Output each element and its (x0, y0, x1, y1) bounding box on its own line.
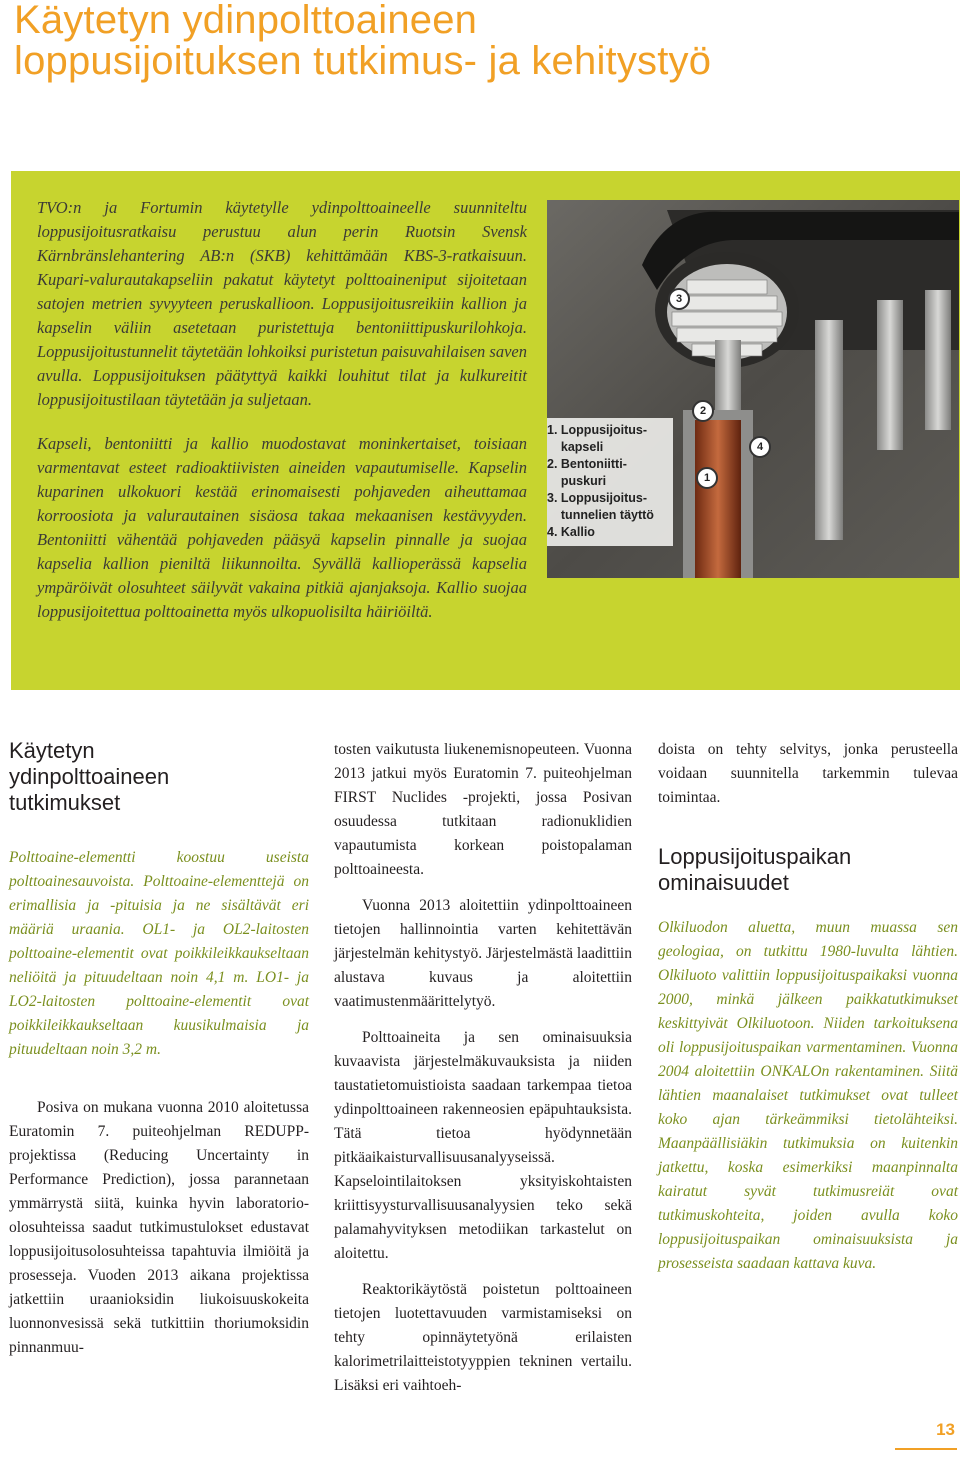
column-2 (334, 738, 632, 1398)
body-paragraph: tosten vaikutusta liukenemisnopeuteen. Vuonna 2013 jatkui myös Euratomin 7. puiteohjelman FIRST Nuclides -projekti, jossa Posivan osuudessa tutkitaan radionuklidien vapautumista korkean poistopalaman polttoaineesta. (334, 741, 632, 878)
repository-illustration (547, 200, 959, 578)
intro-paragraph-1: TVO:n ja Fortumin käytetylle ydinpolttoaineelle suunniteltu loppusijoitusratkaisu perustuu alun perin Ruotsin Svensk Kärnbränslehantering AB:n (SKB) kehittämään KBS-3-ratkaisuun. Kupari-valurautakapseliin pakatut käytetyt polttoaineniput sijoitetaan satojen metrien syvyyteen peruskallioon. Loppusijoitusreikiin kallion ja kapselin väliin asetetaan puristettuja bentoniittipuskurilohkoja. Loppusijoitustunnelit täytetään lohkoiksi puristetun paisuvahilaisen saven avulla. Loppusijoituksen päätyttyä kaikki louhitut tilat ja kulkureitit loppusijoitustilaan täytetään ja suljetaan. (37, 198, 527, 409)
title-line-2: loppusijoituksen tutkimus- ja kehitystyö (14, 39, 712, 83)
lead-paragraph: Polttoaine-elementti koostuu useista polttoainesauvoista. Polttoaine-elementtejä on erimallisia ja -pituisia ja ne sisältävät eri määriä uraania. OL1- ja OL2-laitosten polttoaine-elementit ovat poikkileikkaukseltaan neliöitä ja pituudeltaan noin 4,1 m. LO1- ja LO2-laitosten polttoaine-elementit ovat poikkileikkaukseltaan kuusikulmaisia ja pituudeltaan noin 3,2 m. (9, 849, 309, 1058)
body-paragraph: Reaktorikäytöstä poistetun polttoaineen tietojen luotettavuuden varmistamiseksi on tehty opinnäytetyönä erilaisten kalorimetrilaitteistotyyppien tekninen vertailu. Lisäksi eri vaihtoeh- (334, 1281, 632, 1394)
figure-badge-1: 1 (696, 467, 718, 489)
figure-badge-2: 2 (692, 400, 714, 422)
legend-line: tunnelien täyttö (547, 508, 654, 522)
page-title (14, 0, 711, 82)
page-number: 13 (936, 1420, 955, 1439)
figure-badge-4: 4 (749, 436, 771, 458)
body-paragraph: Vuonna 2013 aloitettiin ydinpolttoaineen tietojen hallinnointia varten kehitettävän järjestelmän kehitystyö. Järjestelmästä laadittiin alustava kuvaus ja aloitettiin vaatimustenmäärittelytyö. (334, 897, 632, 1010)
intro-text (37, 196, 527, 624)
lead-paragraph: Olkiluodon aluetta, muun muassa sen geologiaa, on tutkittu 1980-luvulta lähtien. Olkiluoto valittiin loppusijoituspaikaksi vuonna 2000, minkä jälkeen paikkatutkimukset keskittyivät Olkiluotoon. Niiden tarkoituksena oli loppusijoituspaikan varmentaminen. Vuonna 2004 aloitettiin ONKALOn rakentaminen. Siitä lähtien maanalaiset tutkimukset ovat tulleet koko ajan tärkeämmiksi tietolähteiksi. Maanpäällisiäkin tutkimuksia on kuitenkin jatkettu, koska esimerkiksi maanpinnalta kairatut syvät tutkimusreiät ovat tutkimuskohteita, joiden avulla koko loppusijoituspaikan ominaisuuksista ja prosesseista saadaan kattava kuva. (658, 919, 958, 1272)
legend-line: 4. Kallio (547, 525, 595, 539)
legend-line: kapseli (547, 440, 604, 454)
section-heading-fuel: Käytetyn ydinpolttoaineen tutkimukset (9, 738, 170, 815)
column-3 (658, 738, 958, 1276)
legend-line: puskuri (547, 474, 607, 488)
legend-line: 1. Loppusijoitus- (547, 423, 647, 437)
figure-badge-3: 3 (668, 288, 690, 310)
figure-legend (547, 418, 673, 546)
body-paragraph: Polttoaineita ja sen ominaisuuksia kuvaavista järjestelmäkuvauksista ja niiden taustatietomuistioista saadaan tarkempaa tietoa ydinpolttoaineen rakenneosien epäpuhtauksista. Tätä tietoa hyödynnetään pitkäaikaisturvallisuusanalyyseissä. Kapselointilaitoksen yksityiskohtaisten kriittisyysturvallisuusanalyysien teko sekä palamahyvityksen metodiikan tarkastelut on aloitettu. (334, 1029, 632, 1262)
column-1 (9, 738, 309, 1360)
legend-line: 2. Bentoniitti- (547, 457, 627, 471)
section-heading-site: Loppusijoituspaikan ominaisuudet (658, 844, 852, 895)
legend-line: 3. Loppusijoitus- (547, 491, 647, 505)
body-paragraph: Posiva on mukana vuonna 2010 aloitetussa Euratomin 7. puiteohjelman REDUPP-projektissa (Reducing Uncertainty in Performance Prediction), jossa parannetaan ymmärrystä siitä, kuinka hyvin laboratorio-olosuhteissa saadut tutkimustulokset edustavat loppusijoitusolosuhteissa tapahtuvia ilmiöitä ja prosesseja. Vuoden 2013 aikana projektissa jatkettiin uraanioksidin liukoisuuskokeita luonnonvesissä sekä tutkittiin thoriumoksidin pinnanmuu- (9, 1099, 309, 1356)
body-paragraph: doista on tehty selvitys, jonka perusteella voidaan suunnitella tarkemmin tulevaa toimintaa. (658, 741, 958, 806)
title-line-1: Käytetyn ydinpolttoaineen (14, 0, 478, 42)
intro-paragraph-2: Kapseli, bentoniitti ja kallio muodostavat moninkertaiset, toisiaan varmentavat esteet radioaktiivisten aineiden vapautumiselle. Kapselin kuparinen ulkokuori kestää erinomaisesti pohjaveden aiheuttamaa korroosiota ja valurautainen sisäosa takaa mekaanisen kestävyyden. Bentoniitti vähentää pohjaveden pääsyä kapselin pinnalle ja suojaa kapselia kallion pieniltä liikunnoilta. Syvällä kallioperässä kapselia ympäröivät olosuhteet säilyvät vakaina pitkiä ajanjaksoja. Kallio suojaa loppusijoitettua polttoainetta myös ulkopuolisilta häiriöiltä. (37, 434, 527, 621)
page-number-rule (895, 1448, 957, 1450)
